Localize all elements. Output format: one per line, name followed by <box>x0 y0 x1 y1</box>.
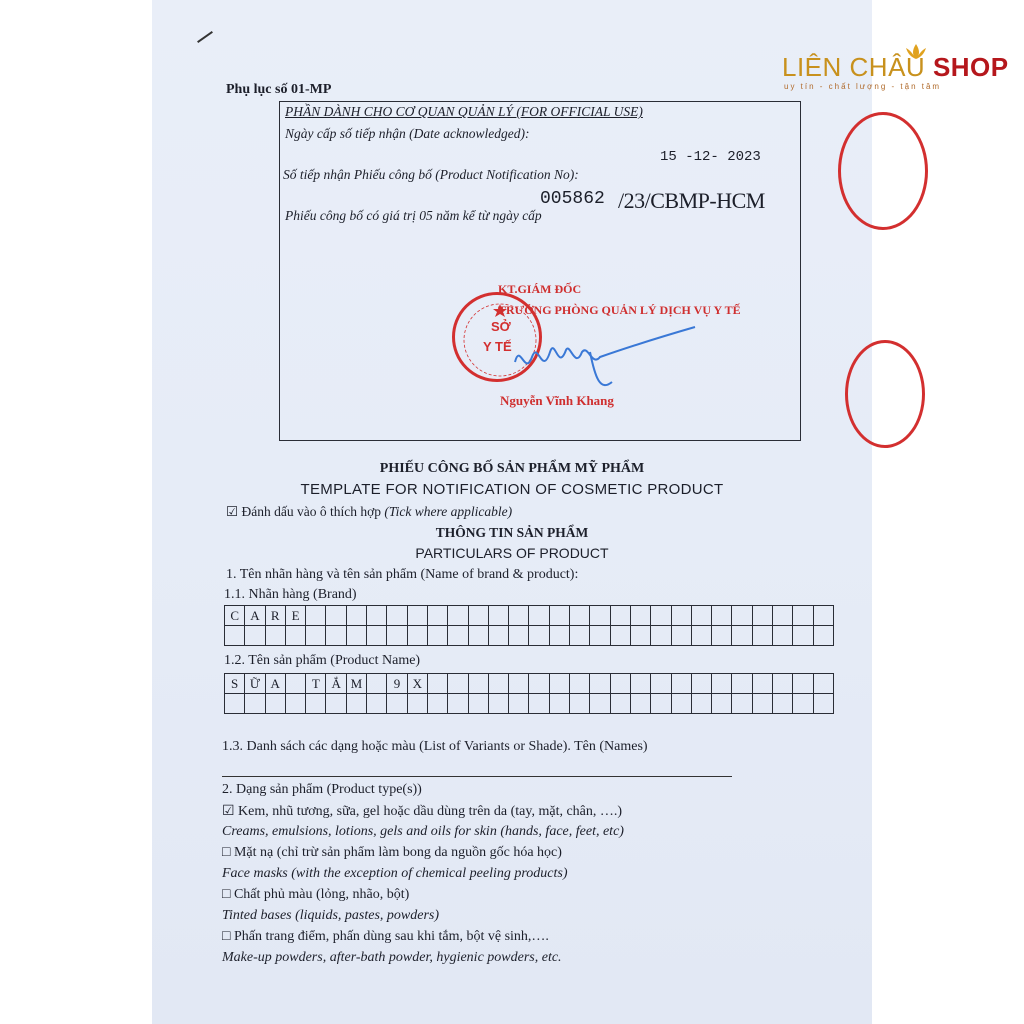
tick-note-en: (Tick where applicable) <box>384 504 513 519</box>
grid-cell <box>509 694 529 714</box>
official-box-title: PHẦN DÀNH CHO CƠ QUAN QUẢN LÝ (FOR OFFICIAL USE) <box>285 104 643 119</box>
grid-cell <box>712 674 732 694</box>
seal-text-line-2: Y TẾ <box>483 339 512 354</box>
grid-cell <box>387 694 407 714</box>
grid-cell <box>225 626 245 646</box>
question-2: 2. Dạng sản phẩm (Product type(s)) <box>222 782 422 797</box>
grid-cell <box>691 674 711 694</box>
grid-cell <box>610 626 630 646</box>
grid-cell: Ữ <box>245 674 265 694</box>
grid-cell: R <box>265 606 285 626</box>
grid-cell <box>468 606 488 626</box>
grid-cell <box>773 606 793 626</box>
grid-cell <box>285 694 305 714</box>
grid-cell <box>752 606 772 626</box>
grid-cell <box>488 626 508 646</box>
signer-role-2: TRƯỞNG PHÒNG QUẢN LÝ DỊCH VỤ Y TẾ <box>498 303 741 317</box>
grid-cell <box>326 694 346 714</box>
annex-label: Phụ lục số 01-MP <box>226 82 332 97</box>
grid-cell <box>549 626 569 646</box>
grid-cell <box>529 626 549 646</box>
grid-cell <box>813 626 833 646</box>
signer-role-1: KT.GIÁM ĐỐC <box>498 282 582 296</box>
grid-cell <box>630 674 650 694</box>
grid-cell <box>570 626 590 646</box>
grid-cell <box>651 626 671 646</box>
grid-cell: T <box>306 674 326 694</box>
grid-cell <box>407 694 427 714</box>
grid-cell <box>326 626 346 646</box>
grid-cell <box>367 606 387 626</box>
grid-cell <box>549 694 569 714</box>
grid-cell <box>590 694 610 714</box>
section-title-vn: THÔNG TIN SẢN PHẨM <box>435 525 589 540</box>
grid-cell <box>570 606 590 626</box>
grid-cell: A <box>265 674 285 694</box>
form-title-vn: PHIẾU CÔNG BỐ SẢN PHẨM MỸ PHẨM <box>379 461 645 476</box>
grid-cell <box>773 694 793 714</box>
grid-cell: E <box>285 606 305 626</box>
type-4-en: Make-up powders, after-bath powder, hygienic powders, etc. <box>222 950 562 965</box>
grid-cell <box>265 694 285 714</box>
question-1-3: 1.3. Danh sách các dạng hoặc màu (List of Variants or Shade). Tên (Names) <box>222 739 648 754</box>
grid-cell: A <box>245 606 265 626</box>
grid-cell <box>367 626 387 646</box>
validity-label: Phiếu công bố có giá trị 05 năm kể từ ngày cấp <box>285 208 542 223</box>
grid-cell <box>265 626 285 646</box>
grid-cell <box>671 674 691 694</box>
grid-cell <box>448 694 468 714</box>
brand-grid-row <box>225 606 834 626</box>
grid-cell <box>773 626 793 646</box>
grid-cell <box>712 626 732 646</box>
grid-cell <box>407 626 427 646</box>
grid-cell <box>590 674 610 694</box>
side-seal-top <box>838 112 928 230</box>
question-1: 1. Tên nhãn hàng và tên sản phẩm (Name of brand & product): <box>226 567 579 582</box>
grid-cell <box>590 606 610 626</box>
grid-cell <box>651 694 671 714</box>
logo-name-main: LIÊN CHÂU <box>782 52 926 82</box>
grid-cell <box>285 674 305 694</box>
grid-cell <box>468 626 488 646</box>
grid-cell <box>712 606 732 626</box>
grid-cell <box>813 674 833 694</box>
type-3-vn: □ Chất phủ màu (lỏng, nhão, bột) <box>222 887 410 902</box>
grid-cell <box>367 694 387 714</box>
brand-grid <box>224 605 834 646</box>
grid-cell <box>691 626 711 646</box>
notification-number-label: Số tiếp nhận Phiếu công bố (Product Notification No): <box>283 167 579 182</box>
date-acknowledged-value: 15 -12- 2023 <box>660 149 761 165</box>
form-title-en: TEMPLATE FOR NOTIFICATION OF COSMETIC PRODUCT <box>300 481 724 498</box>
grid-cell <box>225 694 245 714</box>
grid-cell <box>285 626 305 646</box>
grid-cell <box>630 626 650 646</box>
logo-name <box>782 52 1009 83</box>
grid-cell <box>732 674 752 694</box>
grid-cell <box>630 694 650 714</box>
question-1-1: 1.1. Nhãn hàng (Brand) <box>224 587 357 602</box>
brand-grid-row-empty <box>225 626 834 646</box>
grid-cell <box>732 606 752 626</box>
grid-cell <box>448 606 468 626</box>
grid-cell <box>630 606 650 626</box>
grid-cell <box>671 694 691 714</box>
type-2-en: Face masks (with the exception of chemical peeling products) <box>222 866 568 881</box>
notification-number-value: 005862 <box>540 189 605 209</box>
grid-cell <box>326 606 346 626</box>
grid-cell <box>570 674 590 694</box>
grid-cell <box>610 694 630 714</box>
type-4-vn: □ Phấn trang điểm, phấn dùng sau khi tắm, bột vệ sinh,…. <box>222 929 549 944</box>
tick-note <box>226 504 512 520</box>
grid-cell <box>448 626 468 646</box>
answer-line <box>222 776 732 777</box>
grid-cell <box>529 694 549 714</box>
grid-cell <box>732 626 752 646</box>
grid-cell <box>245 694 265 714</box>
seal-text-line-1: SỞ <box>491 319 511 334</box>
grid-cell <box>549 674 569 694</box>
grid-cell <box>813 694 833 714</box>
grid-cell <box>570 694 590 714</box>
grid-cell <box>245 626 265 646</box>
grid-cell <box>387 606 407 626</box>
grid-cell <box>306 606 326 626</box>
grid-cell <box>306 626 326 646</box>
grid-cell <box>387 626 407 646</box>
grid-cell <box>306 694 326 714</box>
shop-logo <box>782 52 1012 102</box>
grid-cell <box>732 694 752 714</box>
grid-cell: M <box>346 674 366 694</box>
grid-cell <box>752 694 772 714</box>
type-3-en: Tinted bases (liquids, pastes, powders) <box>222 908 440 923</box>
question-1-2: 1.2. Tên sản phẩm (Product Name) <box>224 653 421 668</box>
grid-cell: 9 <box>387 674 407 694</box>
grid-cell <box>651 606 671 626</box>
grid-cell <box>610 606 630 626</box>
signer-name: Nguyễn Vĩnh Khang <box>500 393 614 408</box>
grid-cell <box>773 674 793 694</box>
grid-cell <box>793 606 813 626</box>
date-acknowledged-label: Ngày cấp số tiếp nhận (Date acknowledged): <box>285 126 530 141</box>
grid-cell <box>752 674 772 694</box>
grid-cell <box>793 694 813 714</box>
grid-cell <box>509 674 529 694</box>
signature-mark <box>500 322 700 402</box>
logo-name-shop: SHOP <box>932 52 1009 82</box>
grid-cell <box>610 674 630 694</box>
grid-cell <box>468 674 488 694</box>
grid-cell <box>427 626 447 646</box>
tick-note-vn: ☑ Đánh dấu vào ô thích hợp <box>226 504 381 519</box>
grid-cell: C <box>225 606 245 626</box>
grid-cell <box>793 674 813 694</box>
grid-cell <box>488 674 508 694</box>
grid-cell: S <box>225 674 245 694</box>
grid-cell <box>346 606 366 626</box>
grid-cell <box>671 626 691 646</box>
grid-cell <box>529 674 549 694</box>
grid-cell <box>793 626 813 646</box>
grid-cell <box>529 606 549 626</box>
grid-cell <box>590 626 610 646</box>
product-grid-row <box>225 674 834 694</box>
grid-cell <box>427 606 447 626</box>
grid-cell <box>468 694 488 714</box>
grid-cell <box>488 606 508 626</box>
grid-cell <box>671 606 691 626</box>
type-2-vn: □ Mặt nạ (chỉ trừ sản phẩm làm bong da nguồn gốc hóa học) <box>222 845 562 860</box>
type-1-vn: ☑ Kem, nhũ tương, sữa, gel hoặc dầu dùng trên da (tay, mặt, chân, ….) <box>222 804 623 819</box>
grid-cell <box>813 606 833 626</box>
grid-cell <box>509 626 529 646</box>
logo-tagline: uy tín - chất lượng - tận tâm <box>784 82 942 91</box>
type-1-en: Creams, emulsions, lotions, gels and oils for skin (hands, face, feet, etc) <box>222 824 624 839</box>
grid-cell <box>691 694 711 714</box>
grid-cell <box>407 606 427 626</box>
side-seal-bottom <box>845 340 925 448</box>
grid-cell <box>712 694 732 714</box>
grid-cell <box>448 674 468 694</box>
grid-cell <box>691 606 711 626</box>
grid-cell: Ắ <box>326 674 346 694</box>
grid-cell <box>549 606 569 626</box>
grid-cell <box>488 694 508 714</box>
grid-cell <box>346 626 366 646</box>
product-grid-row-empty <box>225 694 834 714</box>
grid-cell <box>427 694 447 714</box>
grid-cell: X <box>407 674 427 694</box>
product-name-grid <box>224 673 834 714</box>
grid-cell <box>651 674 671 694</box>
notification-number-suffix: /23/CBMP-HCM <box>618 188 765 213</box>
grid-cell <box>752 626 772 646</box>
grid-cell <box>367 674 387 694</box>
section-title-en: PARTICULARS OF PRODUCT <box>415 545 609 561</box>
grid-cell <box>346 694 366 714</box>
grid-cell <box>427 674 447 694</box>
grid-cell <box>509 606 529 626</box>
